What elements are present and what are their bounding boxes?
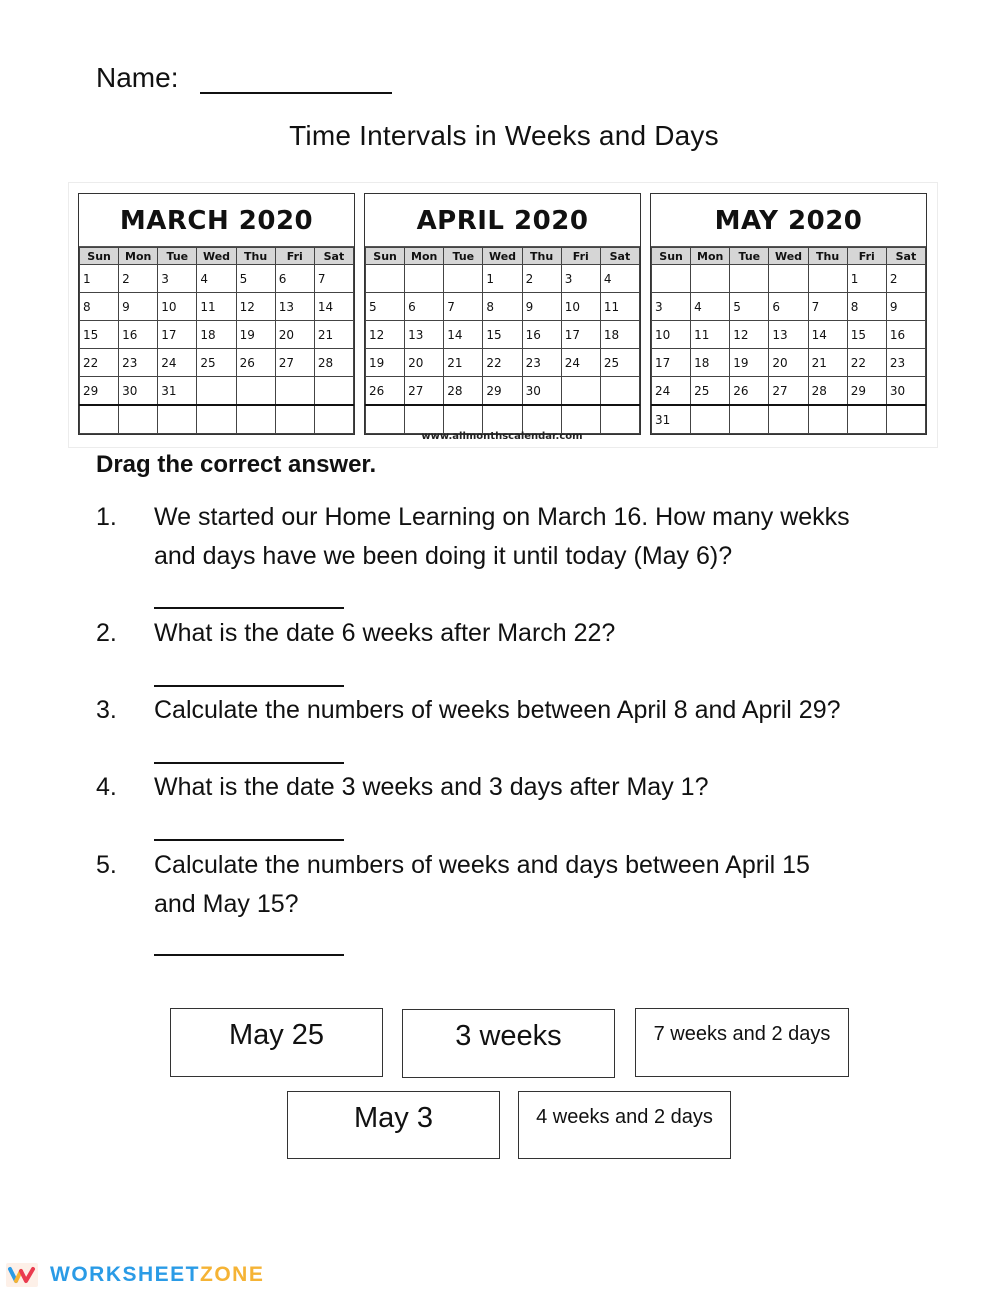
calendar-title: MARCH 2020 xyxy=(79,194,354,247)
calendar-source-url: www.allmonthscalendar.com xyxy=(421,431,583,442)
day-cell: 1 xyxy=(483,265,522,293)
day-cell: 10 xyxy=(561,293,600,321)
day-cell: 15 xyxy=(483,321,522,349)
day-cell: 23 xyxy=(886,349,925,377)
question-line: and May 15? xyxy=(154,890,299,918)
question-line: Calculate the numbers of weeks between April 8 and April 29? xyxy=(154,696,841,724)
day-cell xyxy=(158,405,197,434)
brand-part-worksheet: WORKSHEET xyxy=(50,1263,200,1286)
day-cell: 19 xyxy=(366,349,405,377)
day-cell: 20 xyxy=(405,349,444,377)
worksheet-title: Time Intervals in Weeks and Days xyxy=(289,120,719,151)
question-line: What is the date 3 weeks and 3 days after May 1? xyxy=(154,773,709,801)
question-line: Calculate the numbers of weeks and days between April 15 xyxy=(154,851,810,879)
question-number: 1. xyxy=(96,503,117,531)
day-cell xyxy=(275,405,314,434)
day-cell: 11 xyxy=(691,321,730,349)
instruction-text: Drag the correct answer. xyxy=(96,451,377,478)
day-cell: 28 xyxy=(808,377,847,406)
day-cell xyxy=(561,405,600,434)
calendar-title: MAY 2020 xyxy=(651,194,926,247)
answer-drop-zone-3[interactable] xyxy=(154,762,344,764)
day-cell: 22 xyxy=(847,349,886,377)
weekday: Tue xyxy=(730,248,769,265)
week-row xyxy=(652,377,926,406)
week-row xyxy=(366,265,640,293)
day-cell: 1 xyxy=(847,265,886,293)
day-cell: 24 xyxy=(561,349,600,377)
day-cell: 24 xyxy=(158,349,197,377)
day-cell: 9 xyxy=(886,293,925,321)
week-row xyxy=(366,405,640,434)
weekday: Mon xyxy=(119,248,158,265)
question-number: 3. xyxy=(96,696,117,724)
day-cell xyxy=(600,405,639,434)
day-cell: 12 xyxy=(366,321,405,349)
day-cell: 31 xyxy=(158,377,197,406)
day-cell: 22 xyxy=(483,349,522,377)
day-cell: 9 xyxy=(119,293,158,321)
day-cell xyxy=(80,405,119,434)
day-cell: 8 xyxy=(847,293,886,321)
day-cell xyxy=(769,405,808,434)
question-line: We started our Home Learning on March 16. How many wekks xyxy=(154,503,850,531)
day-cell xyxy=(197,405,236,434)
day-cell: 27 xyxy=(405,377,444,406)
day-cell: 17 xyxy=(158,321,197,349)
day-cell: 30 xyxy=(886,377,925,406)
question-text xyxy=(154,614,924,653)
question-line: and days have we been doing it until today (May 6)? xyxy=(154,542,733,570)
week-row xyxy=(366,349,640,377)
brand-part-zone: ZONE xyxy=(200,1263,265,1286)
day-cell xyxy=(808,405,847,434)
day-cell: 5 xyxy=(730,293,769,321)
day-cell: 18 xyxy=(691,349,730,377)
day-cell: 8 xyxy=(483,293,522,321)
day-cell: 9 xyxy=(522,293,561,321)
week-row xyxy=(80,349,354,377)
worksheetzone-branding xyxy=(6,1262,264,1288)
day-cell: 20 xyxy=(275,321,314,349)
day-cell: 25 xyxy=(600,349,639,377)
week-row xyxy=(80,265,354,293)
answer-card-4-weeks-2-days[interactable]: 4 weeks and 2 days xyxy=(518,1091,731,1159)
question-text xyxy=(154,691,924,730)
day-cell: 16 xyxy=(522,321,561,349)
day-cell: 23 xyxy=(119,349,158,377)
day-cell: 3 xyxy=(652,293,691,321)
calendar-march-2020 xyxy=(78,193,355,435)
day-cell: 17 xyxy=(561,321,600,349)
brand-name xyxy=(50,1263,264,1287)
day-cell xyxy=(366,265,405,293)
answer-drop-zone-2[interactable] xyxy=(154,685,344,687)
day-cell: 13 xyxy=(769,321,808,349)
day-cell: 27 xyxy=(769,377,808,406)
day-cell: 13 xyxy=(275,293,314,321)
week-row xyxy=(652,293,926,321)
weekday: Sun xyxy=(80,248,119,265)
day-cell: 29 xyxy=(483,377,522,406)
day-cell: 15 xyxy=(847,321,886,349)
day-cell xyxy=(730,265,769,293)
question-text xyxy=(154,768,924,807)
week-row xyxy=(366,377,640,406)
day-cell: 16 xyxy=(886,321,925,349)
day-cell: 20 xyxy=(769,349,808,377)
day-cell: 10 xyxy=(652,321,691,349)
day-cell: 31 xyxy=(652,405,691,434)
calendar-grid xyxy=(365,247,640,434)
day-cell xyxy=(652,265,691,293)
worksheetzone-logo-icon xyxy=(6,1263,38,1287)
answer-card-7-weeks-2-days[interactable]: 7 weeks and 2 days xyxy=(635,1008,849,1077)
week-row xyxy=(652,405,926,434)
answer-card-may-25[interactable]: May 25 xyxy=(170,1008,383,1077)
day-cell: 14 xyxy=(808,321,847,349)
day-cell: 26 xyxy=(366,377,405,406)
day-cell: 19 xyxy=(730,349,769,377)
answer-drop-zone-5[interactable] xyxy=(154,954,344,956)
day-cell: 7 xyxy=(444,293,483,321)
answer-drop-zone-1[interactable] xyxy=(154,607,344,609)
day-cell xyxy=(197,377,236,406)
day-cell xyxy=(444,405,483,434)
day-cell: 12 xyxy=(236,293,275,321)
day-cell: 30 xyxy=(119,377,158,406)
day-cell: 21 xyxy=(444,349,483,377)
day-cell: 29 xyxy=(80,377,119,406)
day-cell: 17 xyxy=(652,349,691,377)
weekday: Fri xyxy=(275,248,314,265)
day-cell xyxy=(275,377,314,406)
day-cell: 25 xyxy=(691,377,730,406)
day-cell xyxy=(366,405,405,434)
day-cell xyxy=(691,265,730,293)
weekday: Wed xyxy=(769,248,808,265)
answer-card-3-weeks[interactable]: 3 weeks xyxy=(402,1009,615,1078)
weekday: Sat xyxy=(314,248,353,265)
day-cell xyxy=(405,405,444,434)
day-cell: 26 xyxy=(730,377,769,406)
week-row xyxy=(80,377,354,406)
day-cell: 30 xyxy=(522,377,561,406)
day-cell: 12 xyxy=(730,321,769,349)
week-row xyxy=(366,293,640,321)
day-cell: 25 xyxy=(197,349,236,377)
day-cell: 14 xyxy=(314,293,353,321)
day-cell: 11 xyxy=(600,293,639,321)
day-cell: 6 xyxy=(405,293,444,321)
weekday: Sun xyxy=(652,248,691,265)
day-cell: 1 xyxy=(80,265,119,293)
day-cell: 29 xyxy=(847,377,886,406)
weekday: Sat xyxy=(600,248,639,265)
day-cell: 4 xyxy=(600,265,639,293)
week-row xyxy=(80,405,354,434)
question-text xyxy=(154,498,924,576)
day-cell: 21 xyxy=(808,349,847,377)
day-cell xyxy=(691,405,730,434)
weekday: Wed xyxy=(483,248,522,265)
day-cell xyxy=(600,377,639,406)
day-cell: 5 xyxy=(366,293,405,321)
day-cell: 28 xyxy=(444,377,483,406)
day-cell: 5 xyxy=(236,265,275,293)
day-cell: 14 xyxy=(444,321,483,349)
calendar-title: APRIL 2020 xyxy=(365,194,640,247)
calendar-april-2020 xyxy=(364,193,641,435)
day-cell xyxy=(886,405,925,434)
day-cell: 6 xyxy=(275,265,314,293)
weekday: Thu xyxy=(522,248,561,265)
day-cell: 16 xyxy=(119,321,158,349)
calendar-grid xyxy=(651,247,926,434)
weekday-header-row xyxy=(366,248,640,265)
day-cell: 13 xyxy=(405,321,444,349)
day-cell xyxy=(483,405,522,434)
day-cell: 27 xyxy=(275,349,314,377)
day-cell xyxy=(444,265,483,293)
weekday: Fri xyxy=(847,248,886,265)
day-cell: 2 xyxy=(522,265,561,293)
name-blank-line xyxy=(200,62,392,94)
weekday: Wed xyxy=(197,248,236,265)
day-cell xyxy=(236,377,275,406)
day-cell xyxy=(314,405,353,434)
day-cell: 28 xyxy=(314,349,353,377)
day-cell: 11 xyxy=(197,293,236,321)
weekday: Thu xyxy=(236,248,275,265)
weekday-header-row xyxy=(652,248,926,265)
calendar-grid xyxy=(79,247,354,434)
day-cell: 23 xyxy=(522,349,561,377)
weekday: Mon xyxy=(691,248,730,265)
day-cell: 6 xyxy=(769,293,808,321)
day-cell xyxy=(522,405,561,434)
weekday-header-row xyxy=(80,248,354,265)
question-number: 4. xyxy=(96,773,117,801)
day-cell: 24 xyxy=(652,377,691,406)
day-cell: 2 xyxy=(886,265,925,293)
day-cell: 18 xyxy=(600,321,639,349)
day-cell: 26 xyxy=(236,349,275,377)
day-cell: 8 xyxy=(80,293,119,321)
question-text xyxy=(154,846,924,924)
weekday: Tue xyxy=(444,248,483,265)
day-cell xyxy=(769,265,808,293)
day-cell xyxy=(561,377,600,406)
weekday: Thu xyxy=(808,248,847,265)
week-row xyxy=(80,321,354,349)
weekday: Sat xyxy=(886,248,925,265)
day-cell: 7 xyxy=(314,265,353,293)
question-number: 5. xyxy=(96,851,117,879)
day-cell: 4 xyxy=(691,293,730,321)
weekday: Sun xyxy=(366,248,405,265)
day-cell xyxy=(405,265,444,293)
day-cell: 18 xyxy=(197,321,236,349)
day-cell: 3 xyxy=(561,265,600,293)
day-cell xyxy=(236,405,275,434)
day-cell: 7 xyxy=(808,293,847,321)
weekday: Fri xyxy=(561,248,600,265)
weekday: Mon xyxy=(405,248,444,265)
week-row xyxy=(652,349,926,377)
day-cell: 22 xyxy=(80,349,119,377)
answer-card-may-3[interactable]: May 3 xyxy=(287,1091,500,1159)
weekday: Tue xyxy=(158,248,197,265)
day-cell: 2 xyxy=(119,265,158,293)
week-row xyxy=(652,321,926,349)
day-cell: 10 xyxy=(158,293,197,321)
name-field-row xyxy=(96,62,392,94)
day-cell xyxy=(730,405,769,434)
week-row xyxy=(366,321,640,349)
week-row xyxy=(652,265,926,293)
day-cell xyxy=(314,377,353,406)
day-cell: 19 xyxy=(236,321,275,349)
day-cell: 4 xyxy=(197,265,236,293)
day-cell xyxy=(119,405,158,434)
answer-drop-zone-4[interactable] xyxy=(154,839,344,841)
day-cell xyxy=(847,405,886,434)
question-line: What is the date 6 weeks after March 22? xyxy=(154,619,616,647)
day-cell: 3 xyxy=(158,265,197,293)
day-cell: 21 xyxy=(314,321,353,349)
name-label: Name: xyxy=(96,62,179,93)
week-row xyxy=(80,293,354,321)
day-cell xyxy=(808,265,847,293)
question-number: 2. xyxy=(96,619,117,647)
calendar-may-2020 xyxy=(650,193,927,435)
day-cell: 15 xyxy=(80,321,119,349)
